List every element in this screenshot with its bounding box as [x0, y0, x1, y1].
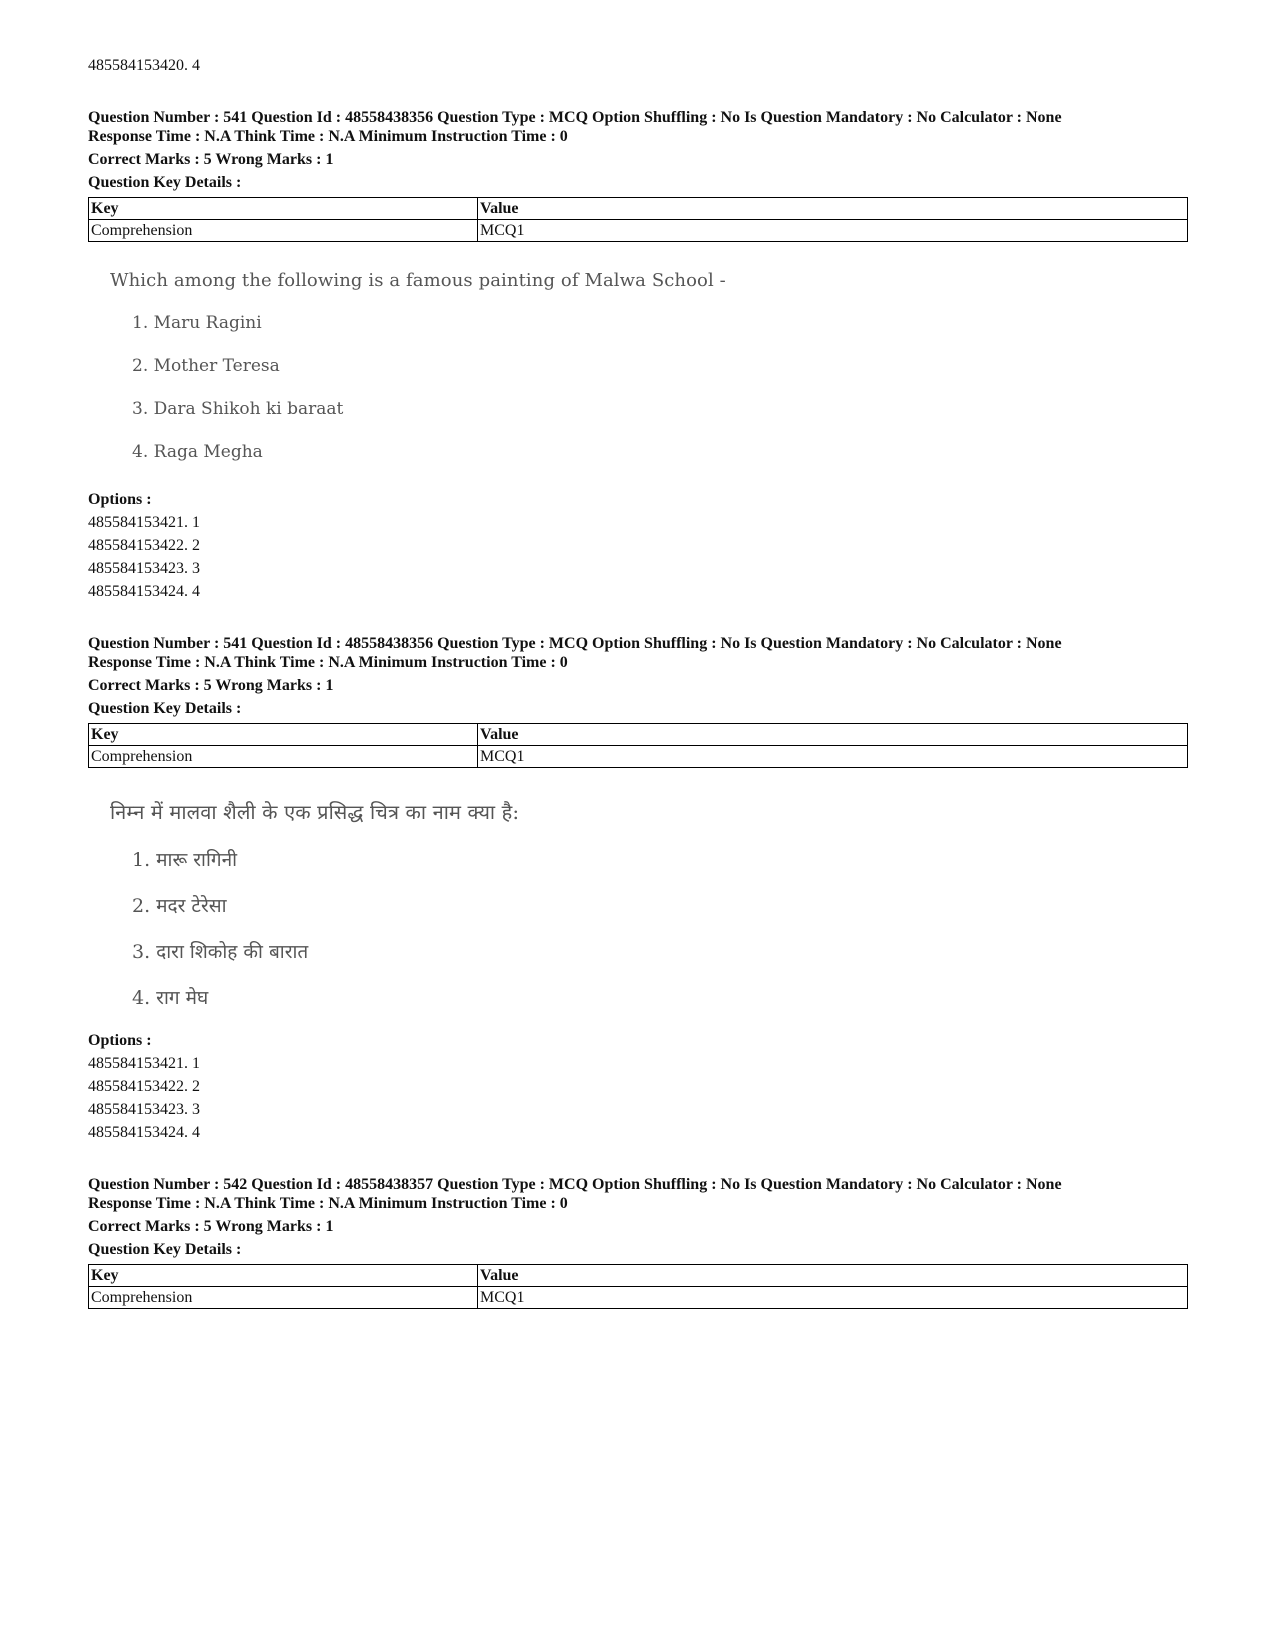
options-label: Options : — [88, 491, 152, 508]
question-key-details-label: Question Key Details : — [88, 1241, 242, 1258]
question-stem: निम्न में मालवा शैली के एक प्रसिद्ध चित्र का नाम क्या है: — [110, 800, 520, 824]
question-meta-line-2: Response Time : N.A Think Time : N.A Minimum Instruction Time : 0 — [88, 1195, 568, 1212]
option-line: 485584153421. 1 — [88, 1055, 200, 1072]
question-stem: Which among the following is a famous painting of Malwa School - — [110, 270, 726, 291]
question-marks: Correct Marks : 5 Wrong Marks : 1 — [88, 1218, 334, 1235]
value-header: Value — [478, 198, 1188, 220]
question-option: 1. Maru Ragini — [132, 313, 262, 333]
key-header: Key — [89, 198, 478, 220]
question-option: 1. मारू रागिनी — [132, 849, 238, 871]
key-cell: Comprehension — [89, 746, 478, 768]
question-option: 2. मदर टेरेसा — [132, 895, 227, 917]
question-meta-line-1: Question Number : 541 Question Id : 48558438356 Question Type : MCQ Option Shuffling : No Is Question Mandatory : No Calculator : None — [88, 109, 1062, 126]
question-option: 3. Dara Shikoh ki baraat — [132, 399, 344, 419]
value-cell: MCQ1 — [478, 746, 1188, 768]
option-line: 485584153422. 2 — [88, 537, 200, 554]
value-cell: MCQ1 — [478, 220, 1188, 242]
previous-option-line: 485584153420. 4 — [88, 57, 200, 74]
question-option: 2. Mother Teresa — [132, 356, 280, 376]
question-key-table — [88, 197, 1188, 242]
option-line: 485584153421. 1 — [88, 514, 200, 531]
question-option: 3. दारा शिकोह की बारात — [132, 941, 309, 963]
question-meta-line-2: Response Time : N.A Think Time : N.A Minimum Instruction Time : 0 — [88, 128, 568, 145]
question-meta-line-1: Question Number : 541 Question Id : 48558438356 Question Type : MCQ Option Shuffling : No Is Question Mandatory : No Calculator : None — [88, 635, 1062, 652]
key-header: Key — [89, 1265, 478, 1287]
question-option: 4. राग मेघ — [132, 987, 209, 1009]
value-header: Value — [478, 724, 1188, 746]
question-key-details-label: Question Key Details : — [88, 174, 242, 191]
option-line: 485584153423. 3 — [88, 560, 200, 577]
question-marks: Correct Marks : 5 Wrong Marks : 1 — [88, 151, 334, 168]
question-meta-line-1: Question Number : 542 Question Id : 48558438357 Question Type : MCQ Option Shuffling : No Is Question Mandatory : No Calculator : None — [88, 1176, 1062, 1193]
option-line: 485584153422. 2 — [88, 1078, 200, 1095]
value-cell: MCQ1 — [478, 1287, 1188, 1309]
question-key-details-label: Question Key Details : — [88, 700, 242, 717]
options-label: Options : — [88, 1032, 152, 1049]
option-line: 485584153423. 3 — [88, 1101, 200, 1118]
key-cell: Comprehension — [89, 1287, 478, 1309]
key-cell: Comprehension — [89, 220, 478, 242]
key-header: Key — [89, 724, 478, 746]
question-meta-line-2: Response Time : N.A Think Time : N.A Minimum Instruction Time : 0 — [88, 654, 568, 671]
question-key-table — [88, 723, 1188, 768]
option-line: 485584153424. 4 — [88, 1124, 200, 1141]
question-marks: Correct Marks : 5 Wrong Marks : 1 — [88, 677, 334, 694]
question-option: 4. Raga Megha — [132, 442, 263, 462]
value-header: Value — [478, 1265, 1188, 1287]
option-line: 485584153424. 4 — [88, 583, 200, 600]
question-key-table — [88, 1264, 1188, 1309]
